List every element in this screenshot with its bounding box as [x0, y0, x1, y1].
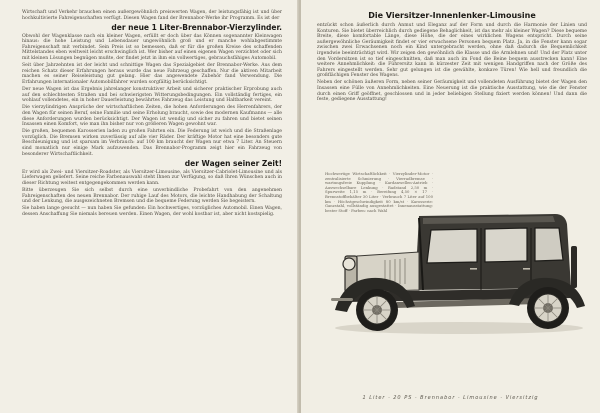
intro-paragraph: Wirtschaft und Verkehr brauchen einen außergewöhnlich preiswerten Wagen, der leistungsfähig ist und über hochkultivierte Fahreigenschaften verfügt. Diesen Wagen fand der Brennabor-Werke ihr Programm. Es ist der [22, 10, 282, 21]
left-paragraph-2: Seit über Jahrzehnten ist der leicht und schnittige Wagen das Spezialgebiet der Brennabor-Werke. Aus dem reichen Schatz dieser Erfahrungen heraus wurde das neue Fahrzeug geschaffen. Nur die aktiven Mitarbeit machen es seiner Reiseleistung gut gelang. Hier das angewendete Zubehör fand Verwendung. Die Erfahrungen internationaler Automobilfahrer wurden sorgfältig berücksichtigt. [22, 63, 282, 85]
headline-limousine: Die Viersitzer-Innenlenker-Limousine [368, 11, 536, 20]
limousine-illustration [327, 206, 589, 336]
right-paragraph-2: Neben der schönen äußeren Form, neben seiner Geräumigkeit und vollendeten Ausführung bietet der Wagen den Insassen eine Fülle von Annehmlichkeiten. Eine Neuerung ist die praktische Ausstattung, wie die der Fenster durch einen Griff geöffnet, geschlossen und in jeder beliebigen Stellung fixiert werden können! Und dann die feste, gediegene Ausstattung! [317, 80, 587, 103]
headline-vierzylinder: der neue 1 Liter-Brennabor-Vierzylinder. [111, 22, 282, 32]
headline-wagen-seiner-zeit: der Wagen seiner Zeit! [184, 158, 282, 168]
left-paragraph-3: Der neue Wagen ist das Ergebnis jahrelanger konstruktiver Arbeit und sicherer praktischer Erprobung auch auf den schlechtesten Straßen und bei schwierigsten Witterungsbedingungen. Ein vollständig fertiges, ein wohlauf vollendetes, ein in hoher Dauerleistung bewährtes Fahrzeug das Leistung und Haltbarkeit vereint. [22, 87, 282, 104]
illustration-caption: 1 Liter · 20 PS · Brennabor · Limousine · Viersitzig [362, 395, 539, 401]
left-paragraph-1: Obwohl der Wagenklasse nach ein kleiner Wagen, erfüllt er doch über das Können sogenannter Kleinwagen hinaus: die hohe Leistung und Lebensdauer ungewöhnlich groß und er manche wohlabgestimmte Fahreigenschaft mit verbindet. Sein Preis ist so bemessen, daß er für die großen Kreise des schaffenden Mittelstandes eben weltweit leicht erschwinglich ist. Wer bisher auf einen eigenen Wagen verzichtet oder sich mit kleinen Lösungen begnügen mußte, der findet jetzt in ihm ein vollwertiges, gebrauchsfähiges Automobil. [22, 33, 282, 62]
left-paragraph-6: Er wird als Zwei- und Viersitzer-Roadster, als Viersitzer-Limousine, als Viersitzer-Cabriolet-Limousine und als Lieferwagen geliefert. Seine reiche Farbenauswahl steht Ihnen zur Verfügung, so daß Ihren Wünschen auch in dieser Richtung weitest entgegengekommen werden kann. [22, 169, 282, 186]
right-paragraph-1: entzückt schon äußerlich durch Anmut und Eleganz auf der Form und durch die Harmonie der Linien und Konturen. Sie bietet überreichlich durch gediegene Behaglichkeit, ist das mehr als kleiner Wagen? Diese bequeme Breite, diese komfortable Länge, diese Höhe, die der eines wirklichen Wagens entspricht. Durch seine außergewöhnliche Geräumigkeit findet er vier erwachsene Personen bequem Platz. Ja, in die Fenster kann sogar zwischen zwei Erwachsenen noch ein Kind untergebracht werden, ohne daß dadurch die Bequemlichkeit irgendwie beeinträchtigt wird. Wir zeigen den gewöhnlich die Klasse und die Armlehnen und! Und der Platz unter den Vordersitzen ist so tief eingeschnitten, daß man auch im Fond die Beine bequem ausstrecken kann! Eine weitere Annehmlichkeit: die Führersitz kann in kürzester Zeit mit wenigen Handgriffen nach der Größe des Fahrers eingestellt werden. Sehr gut gelungen ist die gewählte, konkave Türen! Wie hell und freundlich die großflächigen Fenster des Wagens. [317, 23, 587, 79]
left-paragraph-4: Die vierzylindrigen Ansprüche der wirtschaftlichen Zeiten, die hohen Anforderungen des Herrenfahrers, der den Wagen für seinen Beruf, seine Familie und seine Erholung braucht, sowie des modernen Kaufmanns — alle diese Anforderungen wurden berücksichtigt. Der Wagen ist wendig und sicher zu fahren und bietet seinen Insassen einen Komfort, wie man ihn bisher nur von größeren Wagen gewohnt war. [22, 105, 282, 128]
left-paragraph-7: Bitte überzeugen Sie sich selbst durch eine unverbindliche Probefahrt von den angenehmen Fahreigenschaften des neuen Brennabor. Der ruhige Lauf des Motors, die leichte Handhabung der Schaltung und der Lenkung, die ausgezeichneten Bremsen und die bequeme Federung werden Sie begeistern. [22, 187, 282, 205]
left-text-column [22, 10, 282, 219]
right-text-column [317, 10, 587, 104]
right-page [301, 0, 600, 413]
left-page [0, 0, 299, 413]
left-paragraph-8: Sie haben lange gesucht — nun haben Sie gefunden: Ein hochwertiges, vorzügliches Automobil. Einen Wagen, dessen Anschaffung Sie niemals bereuen werden. Einen Wagen, der wohl kostbar ist, aber nicht kostspielig. [22, 206, 282, 217]
spec-notes-text: Hochwertige Wirtschaftlichkeit · Vierzylinder-Motor · zentralisierte Schmierung · Vierradbremse · wartungsfreie Kupplung · Kardanwellen-Antrieb · Auswechselbare Lenkung · Radstand 2,50 m · Spurweite 1,15 m · Bereifung 4,50 × 17 · Brennstoffbehälter 30 Liter · Verbrauch 7 Liter auf 100 km · Höchstgeschwindigkeit 80 km/st · Karosserie: Ganzstahl, vollständig ausgestattet · Innenausstattung: bester Stoff · Farben: nach Wahl [325, 171, 433, 213]
left-paragraph-5: Die großen, bequemen Karosserien laden zu großen Fahrten ein. Die Federung ist weich und die Straßenlage vorzüglich. Die Bremsen wirken zuverlässig auf alle vier Räder. Der kräftige Motor hat eine besonders gute Beschleunigung und ist sparsam im Verbrauch: auf 100 km braucht der Wagen nur etwa 7 Liter. An Steuern sind monatlich nur einige Mark aufzuwenden. Das Brennabor-Programm zeigt hier ein Fahrzeug von besonderer Wirtschaftlichkeit. [22, 129, 282, 157]
